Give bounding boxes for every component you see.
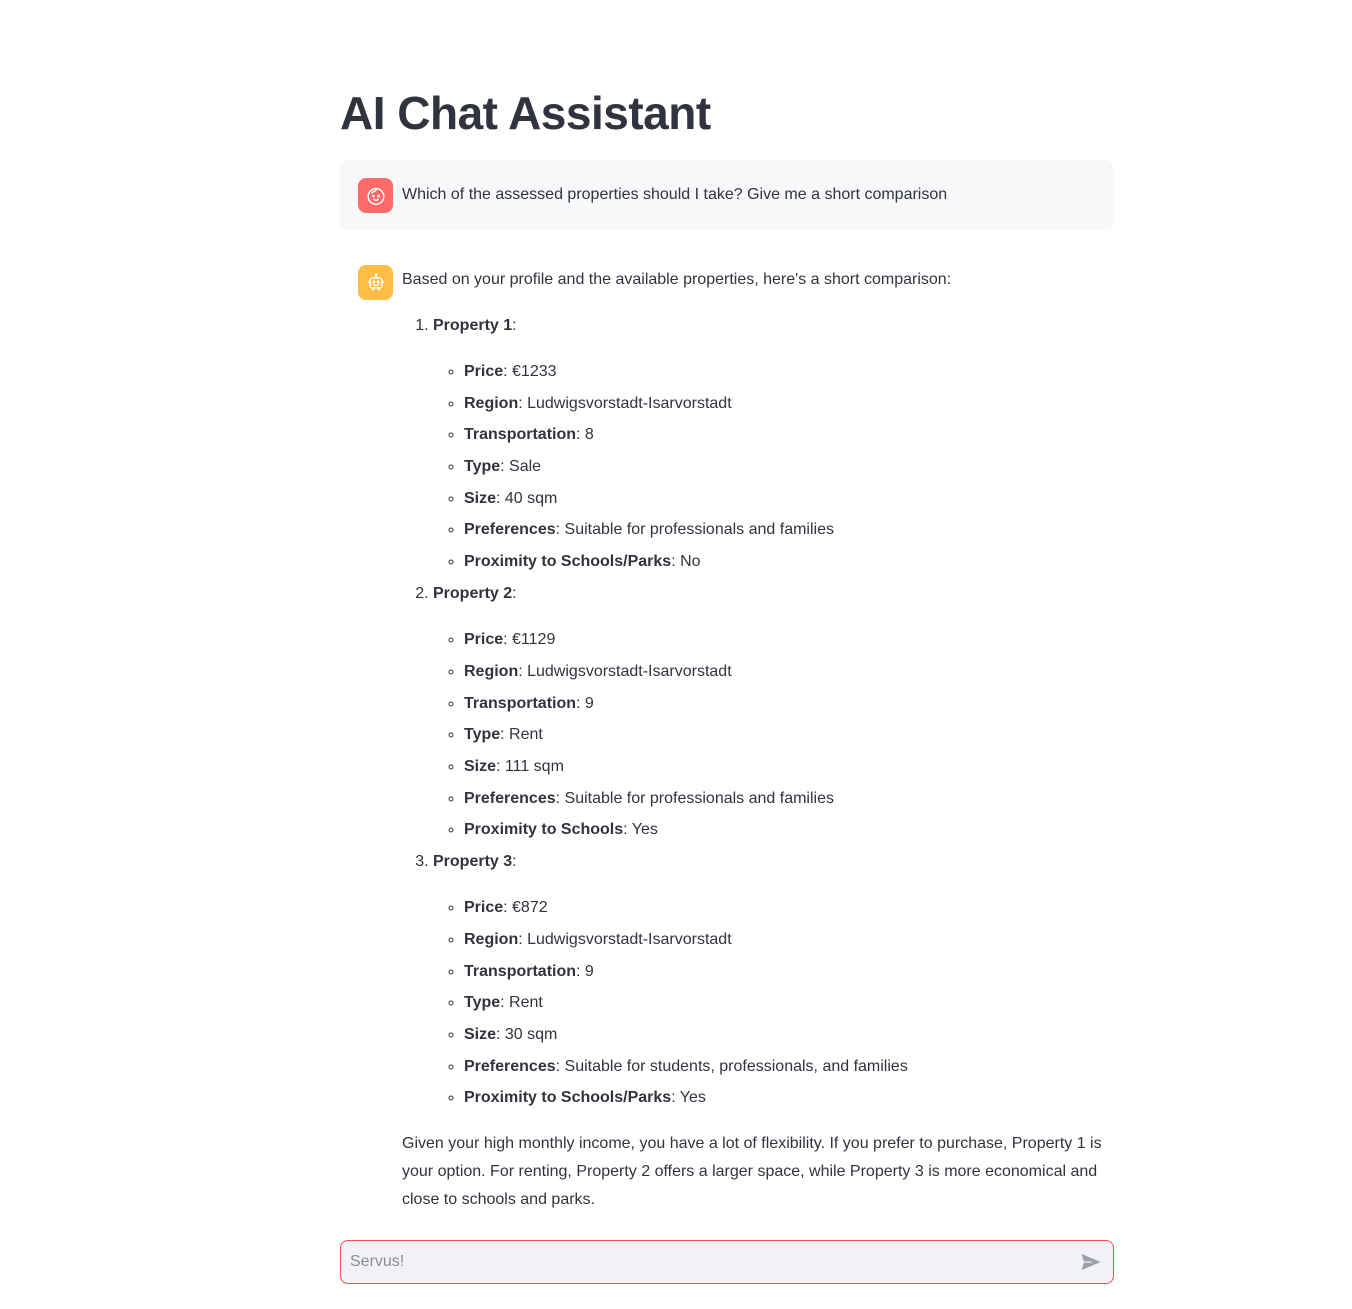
user-avatar [358, 178, 393, 213]
property-item: 2. Property 2: ◦ Price: €1129 ◦ Region: Ludwigsvorstadt-Isarvorstadt ◦ Transportation: 9 ◦ Type: Rent ◦ Size: 111 sqm ◦ Preferences: Suitable for professionals and families ◦ Proximity to Schools: Yes [433, 580, 1114, 844]
detail-label: Size [464, 489, 497, 507]
detail-item [464, 421, 1114, 449]
send-button[interactable] [1079, 1251, 1103, 1273]
detail-item [464, 926, 1114, 954]
detail-value: : Ludwigsvorstadt-Isarvorstadt [518, 662, 732, 680]
detail-item [464, 690, 1114, 718]
detail-label: Proximity to Schools/Parks [464, 1089, 672, 1107]
detail-value: : €1129 [503, 631, 556, 649]
detail-item [464, 626, 1114, 654]
smiley-face-icon [365, 185, 387, 207]
property-details [433, 894, 1114, 1112]
detail-value: : Suitable for students, professionals, and families [555, 1057, 908, 1075]
detail-item [464, 785, 1114, 813]
detail-value: : €872 [503, 899, 548, 917]
property-details [433, 358, 1114, 576]
property-name: Property 3 [433, 853, 513, 871]
detail-item [464, 753, 1114, 781]
detail-item [464, 816, 1114, 844]
chat-input[interactable] [350, 1241, 1070, 1283]
detail-label: Type [464, 726, 501, 744]
detail-label: Region [464, 930, 519, 948]
detail-value: : Sale [500, 458, 542, 476]
assistant-chat-message [402, 266, 1114, 1214]
detail-label: Transportation [464, 426, 577, 444]
user-chat-message [340, 160, 1114, 230]
detail-value: : Suitable for professionals and families [555, 789, 834, 807]
property-item: 1. Property 1: ◦ Price: €1233 ◦ Region: Ludwigsvorstadt-Isarvorstadt ◦ Transportation: 8 ◦ Type: Sale ◦ Size: 40 sqm ◦ Preferences: Suitable for professionals and families ◦ Proximity to Schools/Parks: No [433, 312, 1114, 576]
detail-label: Preferences [464, 1057, 556, 1075]
property-item: 3. Property 3: ◦ Price: €872 ◦ Region: Ludwigsvorstadt-Isarvorstadt ◦ Transportation: 9 ◦ Type: Rent ◦ Size: 30 sqm ◦ Preferences: Suitable for students, professionals, and families ◦ Proximity to Schools/Parks: Yes [433, 848, 1114, 1112]
detail-label: Price [464, 631, 504, 649]
chat-input-box [340, 1240, 1114, 1284]
detail-item [464, 958, 1114, 986]
detail-item [464, 1084, 1114, 1112]
detail-value: : 9 [576, 694, 594, 712]
detail-item [464, 658, 1114, 686]
detail-value: : 111 sqm [496, 757, 564, 775]
detail-label: Preferences [464, 521, 556, 539]
detail-label: Proximity to Schools [464, 821, 624, 839]
detail-value: : 8 [576, 426, 594, 444]
detail-item [464, 989, 1114, 1017]
detail-item [464, 516, 1114, 544]
detail-item [464, 894, 1114, 922]
detail-value: : 40 sqm [496, 489, 558, 507]
user-message-text: Which of the assessed properties should I take? Give me a short comparison [402, 186, 948, 203]
detail-label: Type [464, 458, 501, 476]
detail-value: : Rent [500, 726, 543, 744]
property-name: Property 1 [433, 317, 513, 334]
detail-value: : Yes [671, 1089, 706, 1107]
detail-item [464, 1021, 1114, 1049]
detail-label: Preferences [464, 789, 556, 807]
detail-label: Transportation [464, 694, 577, 712]
page-title: AI Chat Assistant [340, 87, 711, 139]
robot-icon [365, 272, 387, 294]
property-details [433, 626, 1114, 844]
assistant-intro: Based on your profile and the available properties, here's a short comparison: [402, 271, 952, 288]
detail-item [464, 485, 1114, 513]
detail-label: Region [464, 662, 519, 680]
property-list [402, 312, 1114, 1112]
detail-label: Size [464, 1026, 497, 1043]
send-arrow-icon [1080, 1252, 1102, 1272]
detail-value: : 9 [576, 962, 594, 980]
detail-value: : €1233 [503, 363, 557, 380]
detail-value: : 30 sqm [496, 1026, 558, 1043]
detail-item [464, 1053, 1114, 1081]
detail-label: Region [464, 394, 519, 412]
detail-label: Proximity to Schools/Parks [464, 553, 672, 571]
detail-item [464, 548, 1114, 576]
property-name: Property 2 [433, 585, 513, 603]
detail-value: : No [671, 553, 701, 571]
detail-item [464, 721, 1114, 749]
detail-value: : Yes [623, 821, 658, 839]
detail-label: Price [464, 363, 504, 380]
detail-label: Size [464, 757, 497, 775]
detail-label: Price [464, 899, 504, 917]
detail-item [464, 453, 1114, 481]
detail-item [464, 358, 1114, 386]
detail-value: : Rent [500, 994, 543, 1012]
assistant-closing: Given your high monthly income, you have a lot of flexibility. If you prefer to purchase, Property 1 is your option. For renting, Property 2 offers a larger space, while Property 3 is more economical and close to schools and parks. [402, 1135, 1102, 1209]
assistant-avatar [358, 265, 393, 300]
detail-value: : Suitable for professionals and families [555, 521, 834, 539]
detail-value: : Ludwigsvorstadt-Isarvorstadt [518, 930, 732, 948]
detail-item [464, 390, 1114, 418]
detail-value: : Ludwigsvorstadt-Isarvorstadt [518, 394, 732, 412]
detail-label: Type [464, 994, 501, 1012]
detail-label: Transportation [464, 962, 577, 980]
